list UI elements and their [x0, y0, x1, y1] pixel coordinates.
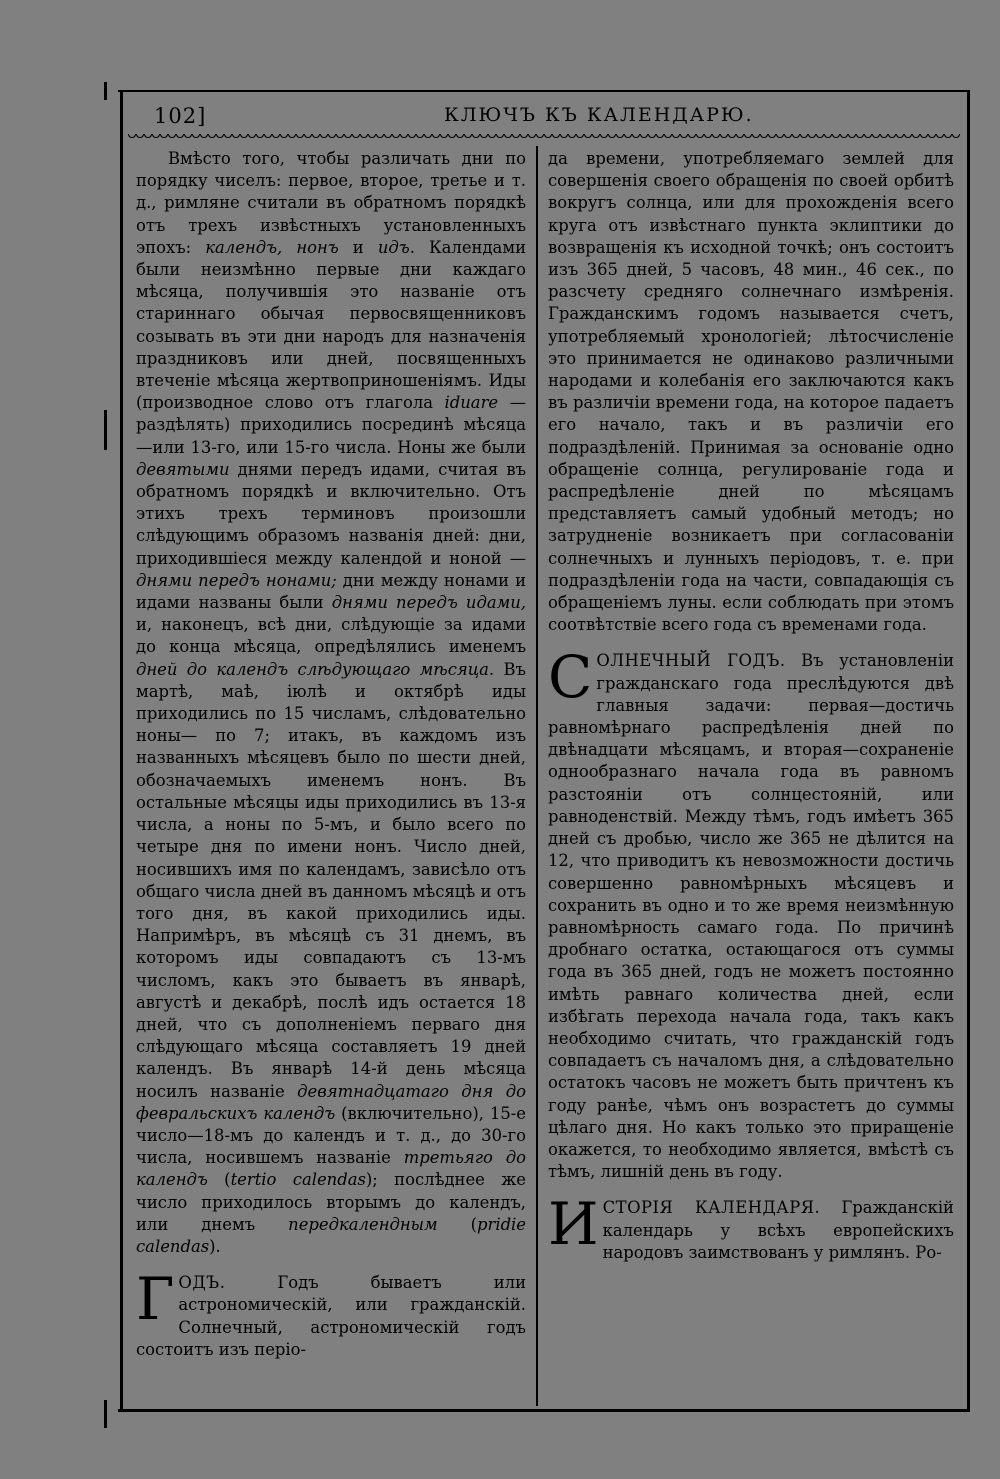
running-title: КЛЮЧЪ КЪ КАЛЕНДАРЮ.	[444, 104, 754, 126]
text: Годъ бываетъ или астрономическій, или гражданскій. Солнечный, астрономическій годъ состоитъ изъ періо-	[136, 1273, 526, 1359]
text: и	[338, 237, 378, 257]
column-rule	[536, 146, 538, 1406]
section-heading: СТОРІЯ КАЛЕНДАРЯ.	[602, 1198, 821, 1218]
italic-term: девятыми	[136, 459, 230, 479]
section-history	[548, 1190, 954, 1264]
paragraph	[548, 643, 954, 1183]
page-header	[154, 104, 934, 134]
section-heading: ОЛНЕЧНЫЙ ГОДЪ.	[596, 651, 786, 671]
frame-border	[118, 90, 970, 92]
text: . Календами были неизмѣнно первые дни каждаго мѣсяца, получившія это названіе отъ стариннаго обычая первосвященниковъ созывать въ эти дни народъ для назначенія праздниковъ или дней, посвященныхъ втеченіе мѣсяца жертвоприношеніямъ. Иды (производное слово отъ глагола	[136, 237, 526, 413]
text: ; послѣднее же число приходилось вторымъ до календъ, или днемъ	[136, 1170, 527, 1234]
italic-term: календъ, нонъ	[205, 237, 339, 257]
margin-mark	[104, 1400, 107, 1428]
margin-mark	[104, 410, 107, 450]
text: днями передъ идами, считая въ обратномъ порядкѣ и включительно. Отъ этихъ трехъ терминовъ произошли слѣдующимъ образомъ названія дней: дни, приходившіеся между календой и ноной —	[136, 459, 527, 568]
italic-term: днями передъ нонами;	[136, 570, 337, 590]
frame-border	[120, 90, 123, 1412]
text: Въ установленіи гражданскаго года преслѣдуются двѣ главныя задачи: первая—достичь равномѣрнаго распредѣленія дней по двѣнадцати мѣсяцамъ, и вторая—сохраненіе однообразнаго начала года въ равномъ разстояніи отъ солнцестояній, или равноденствій. Между тѣмъ, годъ имѣетъ 365 дней съ дробью, число же 365 не дѣлится на 12, что приводитъ къ невозможности достичь совершенно равномѣрныхъ мѣсяцевъ и сохранить въ одно и то же время неизмѣнную равномѣрность самаго года. По причинѣ дробнаго остатка, остающагося отъ суммы года въ 365 дней, годъ не можетъ постоянно имѣть равнаго количества дней, если избѣгать перехода начала года, такъ какъ необходимо считать, что гражданскій годъ совпадаетъ съ началомъ дня, а слѣдовательно остатокъ часовъ не можетъ быть причтенъ къ году ранѣе, чѣмъ онъ возрастетъ до суммы цѣлаго дня. Но какъ только это приращеніе окажется, то необходимо является, вмѣстѣ съ тѣмъ, лишній день въ году.	[548, 651, 954, 1182]
section-year	[136, 1265, 526, 1361]
italic-term: передкалендным	[288, 1214, 438, 1234]
paragraph: да времени, употребляемаго землей для совершенія своего обращенія по своей орбитѣ вокругъ солнца, или для прохожденія всего круга отъ извѣстнаго пункта эклиптики до возвращенія къ исходной точкѣ; онъ состоитъ изъ 365 дней, 5 часовъ, 48 мин., 46 сек., по разсчету средняго солнечнаго измѣренія. Гражданскимъ годомъ называется счетъ, употребляемый хронологіей; лѣтосчисленіе это принимается не одинаково различными народами и колебанія его заключаются какъ въ различіи времени года, на которое падаетъ его начало, такъ и въ различіи его подраздѣленій. Принимая за основаніе одно обращеніе солнца, регулированіе года и распредѣленіе дней по мѣсяцамъ представляетъ самый удобный методъ; но затрудненіе возникаетъ при согласованіи солнечныхъ и лунныхъ періодовъ, т. е. при подраздѣленіи года на части, совпадающія съ обращеніемъ луны. если соблюдать при этомъ соотвѣтствіе всего года съ временами года.	[548, 149, 954, 635]
italic-term: идъ	[377, 237, 410, 257]
book-page	[118, 90, 970, 1412]
frame-border	[967, 90, 970, 1412]
text: — раздѣлять) приходились посрединѣ мѣсяца—или 13-го, или 15-го числа. Ноны же были	[136, 393, 527, 457]
italic-term: pridie calendas	[136, 1214, 527, 1256]
italic-term: третьяго до календъ	[136, 1148, 527, 1190]
text: ).	[209, 1236, 221, 1256]
paragraph: Вмѣсто того, чтобы различать дни по порядку чиселъ: первое, второе, третье и т. д., римляне считали въ обратномъ порядкѣ отъ трехъ извѣстныхъ установленныхъ эпохъ: календъ, нонъ и идъ. Календами были неизмѣнно первые дни каждаго мѣсяца, получившія это названіе отъ стариннаго обычая первосвященниковъ созывать въ эти дни народъ для назначенія праздниковъ или дней, посвященныхъ втеченіе мѣсяца жертвоприношеніямъ. Иды (производное слово отъ глагола iduare — раздѣлять) приходились посрединѣ мѣсяца—или 13-го, или 15-го числа. Ноны же были девятыми днями передъ идами, считая въ обратномъ порядкѣ и включительно. Отъ этихъ трехъ терминовъ произошли слѣдующимъ образомъ названія дней: дни, приходившіеся между календой и ноной — днями передъ нонами; дни между нонами и идами названы были днями передъ идами, и, наконецъ, всѣ дни, слѣдующіе за идами до конца мѣсяца, опредѣлялись именемъ дней до календъ слѣдующаго мѣсяца. Въ мартѣ, маѣ, іюлѣ и октябрѣ иды приходились по 15 числамъ, слѣдовательно ноны— по 7; итакъ, въ каждомъ изъ названныхъ мѣсяцевъ было по шести дней, обозначаемыхъ именемъ нонъ. Въ остальные мѣсяцы иды приходились въ 13-я числа, а ноны по 5-мъ, и было всего по четыре дня по имени нонъ. Число дней, носившихъ имя по календамъ, зависѣло отъ общаго числа дней въ данномъ мѣсяцѣ и отъ того дня, въ какой приходились иды. Напримѣръ, въ мѣсяцѣ съ 31 днемъ, въ которомъ иды совпадаютъ съ 13-мъ числомъ, какъ это бываетъ въ январѣ, августѣ и декабрѣ, послѣ идъ остается 18 дней, что съ дополненіемъ перваго дня слѣдующаго мѣсяца составляетъ 19 дней календъ. Въ январѣ 14-й день мѣсяца носилъ названіе девятнадцатаго дня до февральскихъ календъ (включительно), 15-е число—18-мъ до календъ и т. д., до 30-го числа, носившемъ названіе третьяго до календъ (tertio calendas); послѣднее же число приходилось вторымъ до календъ, или днемъ передкалендным (pridie calendas).	[136, 149, 527, 1256]
text: (включительно), 15-е число—18-мъ до календъ и т. д., до 30-го числа, носившемъ названіе	[136, 1103, 526, 1168]
left-column	[136, 148, 526, 1361]
italic-term: iduare	[444, 393, 499, 413]
text: Вмѣсто того, чтобы различать дни по порядку чиселъ: первое, второе, третье и т. д., римляне считали въ обратномъ порядкѣ отъ трехъ извѣстныхъ установленныхъ эпохъ:	[136, 149, 526, 257]
page-number: 102]	[154, 104, 207, 128]
drop-cap: Г	[136, 1265, 175, 1334]
italic-term: днями передъ идами,	[331, 593, 526, 613]
italic-term: дней до календъ слѣдующаго мѣсяца.	[136, 659, 495, 679]
text: Въ мартѣ, маѣ, іюлѣ и октябрѣ иды приходились по 15 числамъ, слѣдовательно ноны— по 7; итакъ, въ каждомъ изъ названныхъ мѣсяцевъ было по шести дней, обозначаемыхъ именемъ нонъ. Въ остальные мѣсяцы иды приходились въ 13-я числа, а ноны по 5-мъ, и было всего по четыре дня по имени нонъ. Число дней, носившихъ имя по календамъ, зависѣло отъ общаго числа дней въ данномъ мѣсяцѣ и отъ того дня, въ какой приходились иды. Напримѣръ, въ мѣсяцѣ съ 31 днемъ, въ которомъ иды совпадаютъ съ 13-мъ числомъ, какъ это бываетъ въ январѣ, августѣ и декабрѣ, послѣ идъ остается 18 дней, что съ дополненіемъ перваго дня слѣдующаго мѣсяца составляетъ 19 дней календъ. Въ январѣ 14-й день мѣсяца носилъ названіе	[136, 659, 526, 1101]
section-solar-year	[548, 643, 954, 1183]
margin-mark	[104, 82, 107, 100]
right-column	[548, 148, 954, 1264]
text: Гражданскій календарь у всѣхъ европейскихъ народовъ заимствованъ у римлянъ. Ро-	[602, 1198, 954, 1262]
text: дни между нонами и идами названы были	[136, 570, 526, 613]
italic-term: tertio calendas	[230, 1170, 366, 1190]
frame-border	[118, 1409, 970, 1412]
paragraph	[548, 1190, 954, 1264]
paragraph	[136, 1265, 526, 1361]
text: и, наконецъ, всѣ дни, слѣдующіе за идами до конца мѣсяца, опредѣлялись именемъ	[136, 615, 526, 657]
section-heading: ОДЪ.	[178, 1273, 226, 1293]
drop-cap: И	[548, 1190, 599, 1259]
header-rule	[128, 134, 960, 142]
italic-term: девятнадцатаго дня до февральскихъ календъ	[136, 1081, 526, 1123]
drop-cap: С	[548, 643, 593, 712]
